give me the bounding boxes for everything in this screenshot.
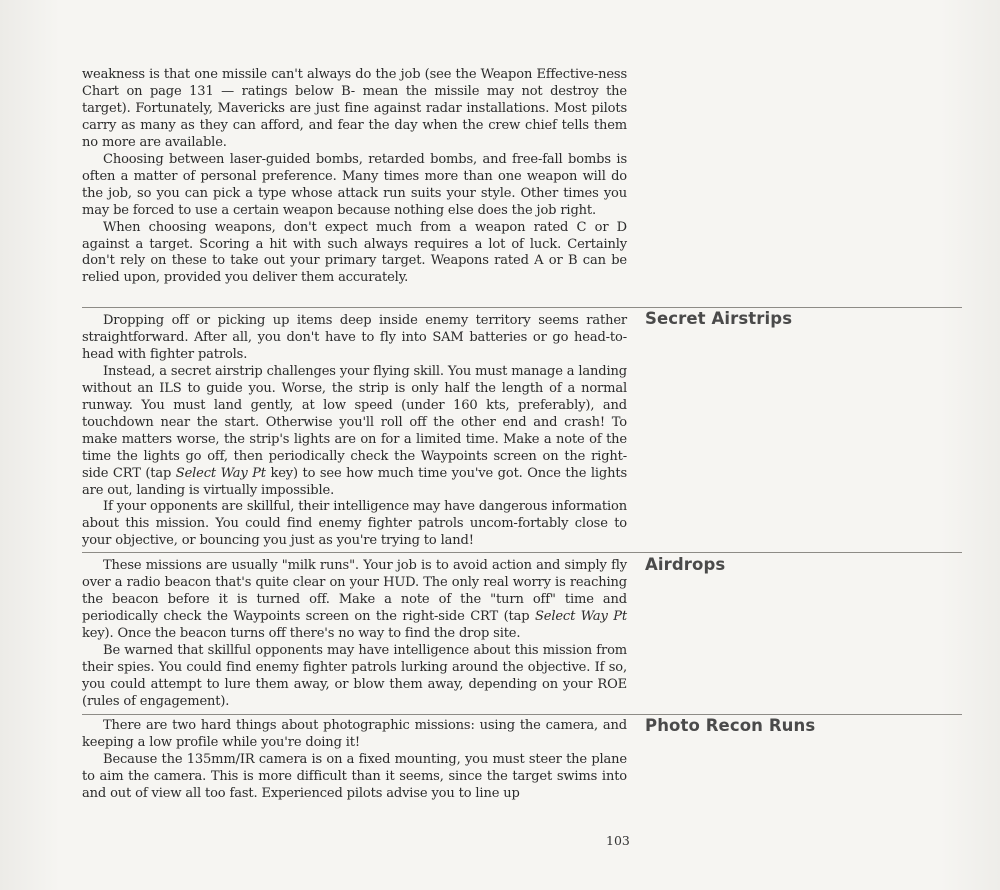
secret-airstrips-paragraph-2: [82, 364, 627, 500]
section-divider: [82, 552, 962, 553]
photo-recon-paragraph-2: Because the 135mm/IR camera is on a fixed mounting, you must steer the plane to aim the camera. This is more difficult than it seems, since the target swims into and out of view all too fast. Experienced pilots advise you to line up: [82, 751, 627, 801]
paragraph-text: These missions are usually "milk runs". Your job is to avoid action and simply fly over a radio beacon that's quite clear on your HUD. The only real worry is reaching the beacon before it is turned off. Make a note of the "turn off" time and periodically check the Waypoints screen on the right-side CRT (tap: [82, 558, 627, 624]
photo-recon-section: [82, 718, 627, 803]
section-divider: [82, 714, 962, 715]
photo-recon-paragraph-1: There are two hard things about photographic missions: using the camera, and keeping a low profile while you're doing it!: [82, 718, 627, 750]
paragraph-text: key) to see how much time you've got. Once the lights are out, landing is virtually impossible.: [82, 465, 627, 498]
intro-paragraph-3: When choosing weapons, don't expect much from a weapon rated C or D against a target. Scoring a hit with such always requires a lot of luck. Certainly don't rely on these to take out your primary target. Weapons rated A or B can be relied upon, provided you deliver them accurately.: [82, 219, 627, 286]
airdrops-paragraph-1: [82, 558, 627, 643]
airdrops-section: [82, 558, 627, 711]
key-name: Select Way Pt: [175, 465, 266, 481]
airdrops-paragraph-2: Be warned that skillful opponents may have intelligence about this mission from their spies. You could find enemy fighter patrols lurking around the objective. If so, you could attempt to lure them away, or blow them away, depending on your ROE (rules of engagement).: [82, 642, 627, 709]
secret-airstrips-paragraph-1: Dropping off or picking up items deep inside enemy territory seems rather straightforward. After all, you don't have to fly into SAM batteries or go head-to-head with fighter patrols.: [82, 313, 627, 362]
page-number: 103: [606, 833, 630, 848]
secret-airstrips-paragraph-3: If your opponents are skillful, their intelligence may have dangerous information about this mission. You could find enemy fighter patrols uncom-fortably close to your objective, or bouncing you just as you're trying to land!: [82, 499, 627, 549]
key-name: Select Way Pt: [534, 608, 627, 624]
section-heading-photo-recon-runs: Photo Recon Runs: [645, 716, 816, 735]
section-heading-airdrops: Airdrops: [645, 555, 726, 574]
intro-section: [82, 67, 627, 287]
paragraph-text: key). Once the beacon turns off there's no way to find the drop site.: [82, 625, 521, 641]
section-heading-secret-airstrips: Secret Airstrips: [645, 309, 793, 328]
secret-airstrips-section: [82, 313, 627, 550]
paragraph-text: Instead, a secret airstrip challenges your flying skill. You must manage a landing without an ILS to guide you. Worse, the strip is only half the length of a normal runway. You must land gently, at low speed (under 160 kts, preferably), and touchdown near the start. Otherwise you'll roll off the other end and crash! To make matters worse, the strip's lights are on for a limited time. Make a note of the time the lights go off, then periodically check the Waypoints screen on the right-side CRT (tap: [82, 363, 627, 481]
intro-paragraph-1: weakness is that one missile can't always do the job (see the Weapon Effective-ness Chart on page 131 — ratings below B- mean the missile may not destroy the target). Fortunately, Mavericks are just fine against radar installations. Most pilots carry as many as they can afford, and fear the day when the crew chief tells them no more are available.: [82, 67, 627, 150]
intro-paragraph-2: Choosing between laser-guided bombs, retarded bombs, and free-fall bombs is often a matter of personal preference. Many times more than one weapon will do the job, so you can pick a type whose attack run suits your style. Other times you may be forced to use a certain weapon because nothing else does the job right.: [82, 151, 627, 218]
section-divider: [82, 307, 962, 308]
